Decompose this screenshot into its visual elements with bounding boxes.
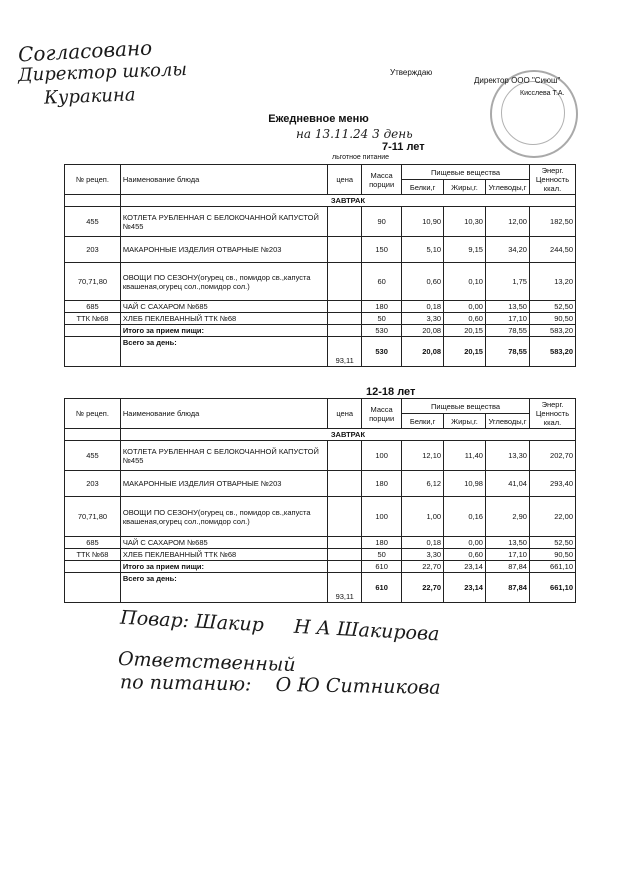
total-meal-energy: 583,20 xyxy=(529,325,575,337)
row-carbs: 13,50 xyxy=(485,301,529,313)
row-fat: 10,30 xyxy=(444,207,486,237)
col-nutrients: Пищевые вещества xyxy=(402,399,530,414)
subtitle: льготное питание xyxy=(332,154,390,161)
row-dish: ЧАЙ С САХАРОМ №685 xyxy=(120,301,327,313)
table-row xyxy=(65,301,576,313)
director-handwriting: Директор школы xyxy=(17,59,188,86)
row-dish: МАКАРОННЫЕ ИЗДЕЛИЯ ОТВАРНЫЕ №203 xyxy=(120,237,327,263)
row-recipe: 455 xyxy=(65,441,121,471)
age-group-1: 7-11 лет xyxy=(382,141,425,153)
table-row xyxy=(65,537,576,549)
total-day-carbs: 78,55 xyxy=(485,337,529,367)
col-price: цена xyxy=(328,165,362,195)
col-energy: Энерг. Ценность ккал. xyxy=(529,399,575,429)
row-carbs: 13,50 xyxy=(485,537,529,549)
row-energy: 202,70 xyxy=(529,441,575,471)
row-dish: ОВОЩИ ПО СЕЗОНУ(огурец св., помидор св.,капуста квашеная,огурец сол.,помидор сол.) xyxy=(120,497,327,537)
responsible-name: О Ю Ситникова xyxy=(275,673,441,699)
row-protein: 5,10 xyxy=(402,237,444,263)
row-fat: 0,00 xyxy=(444,301,486,313)
table-row xyxy=(65,549,576,561)
row-energy: 90,50 xyxy=(529,313,575,325)
total-day-price: 93,11 xyxy=(328,573,362,603)
row-mass: 60 xyxy=(362,263,402,301)
row-energy: 90,50 xyxy=(529,549,575,561)
total-day-fat: 23,14 xyxy=(444,573,486,603)
row-dish: МАКАРОННЫЕ ИЗДЕЛИЯ ОТВАРНЫЕ №203 xyxy=(120,471,327,497)
row-energy: 52,50 xyxy=(529,537,575,549)
menu-table-2 xyxy=(64,398,576,603)
total-day-protein: 20,08 xyxy=(402,337,444,367)
row-fat: 0,16 xyxy=(444,497,486,537)
row-protein: 0,60 xyxy=(402,263,444,301)
row-protein: 0,18 xyxy=(402,301,444,313)
row-carbs: 17,10 xyxy=(485,313,529,325)
meal-label: ЗАВТРАК xyxy=(120,429,575,441)
total-day-row xyxy=(65,337,576,367)
row-fat: 0,60 xyxy=(444,313,486,325)
row-carbs: 12,00 xyxy=(485,207,529,237)
col-mass: Масса порции xyxy=(362,165,402,195)
total-meal-protein: 20,08 xyxy=(402,325,444,337)
col-recipe: № рецеп. xyxy=(65,399,121,429)
total-meal-energy: 661,10 xyxy=(529,561,575,573)
col-fat: Жиры,г. xyxy=(444,180,486,195)
row-dish: КОТЛЕТА РУБЛЕННАЯ С БЕЛОКОЧАННОЙ КАПУСТОЙ №455 xyxy=(120,207,327,237)
row-fat: 0,60 xyxy=(444,549,486,561)
row-energy: 22,00 xyxy=(529,497,575,537)
row-mass: 150 xyxy=(362,237,402,263)
agreed-handwriting: Согласовано xyxy=(17,35,153,67)
row-energy: 293,40 xyxy=(529,471,575,497)
total-meal-mass: 530 xyxy=(362,325,402,337)
cook-line xyxy=(120,607,440,646)
total-day-fat: 20,15 xyxy=(444,337,486,367)
director-company-name: Кисслева Т.А. xyxy=(520,90,565,97)
row-carbs: 17,10 xyxy=(485,549,529,561)
col-dish: Наименование блюда xyxy=(120,399,327,429)
row-mass: 180 xyxy=(362,537,402,549)
row-mass: 100 xyxy=(362,441,402,471)
col-price: цена xyxy=(328,399,362,429)
total-meal-carbs: 78,55 xyxy=(485,325,529,337)
row-carbs: 41,04 xyxy=(485,471,529,497)
col-nutrients: Пищевые вещества xyxy=(402,165,530,180)
row-dish: ХЛЕБ ПЕКЛЕВАННЫЙ ТТК №68 xyxy=(120,313,327,325)
approved-label: Утверждаю xyxy=(390,68,433,77)
total-meal-row xyxy=(65,561,576,573)
row-energy: 52,50 xyxy=(529,301,575,313)
responsible-line xyxy=(120,671,441,699)
row-recipe: 70,71,80 xyxy=(65,263,121,301)
row-protein: 3,30 xyxy=(402,549,444,561)
col-fat: Жиры,г. xyxy=(444,414,486,429)
row-protein: 12,10 xyxy=(402,441,444,471)
col-protein: Белки,г xyxy=(402,414,444,429)
row-carbs: 13,30 xyxy=(485,441,529,471)
total-meal-mass: 610 xyxy=(362,561,402,573)
row-recipe: 203 xyxy=(65,237,121,263)
row-fat: 0,10 xyxy=(444,263,486,301)
menu-table-1 xyxy=(64,164,576,367)
page-title: Ежедневное меню xyxy=(268,113,369,125)
responsible-label: Ответственный xyxy=(117,647,296,677)
row-recipe: 455 xyxy=(65,207,121,237)
total-day-energy: 661,10 xyxy=(529,573,575,603)
row-mass: 50 xyxy=(362,549,402,561)
total-day-mass: 610 xyxy=(362,573,402,603)
row-energy: 244,50 xyxy=(529,237,575,263)
total-meal-label: Итого за прием пищи: xyxy=(120,325,327,337)
director-company: Директор ООО "Сиюш" xyxy=(474,76,561,85)
total-meal-carbs: 87,84 xyxy=(485,561,529,573)
row-recipe: 203 xyxy=(65,471,121,497)
row-mass: 90 xyxy=(362,207,402,237)
row-recipe: 70,71,80 xyxy=(65,497,121,537)
col-carbs: Углеводы,г xyxy=(485,180,529,195)
total-day-price: 93,11 xyxy=(328,337,362,367)
total-day-energy: 583,20 xyxy=(529,337,575,367)
row-protein: 10,90 xyxy=(402,207,444,237)
total-meal-row xyxy=(65,325,576,337)
table-row xyxy=(65,237,576,263)
row-carbs: 34,20 xyxy=(485,237,529,263)
col-dish: Наименование блюда xyxy=(120,165,327,195)
row-dish: ХЛЕБ ПЕКЛЕВАННЫЙ ТТК №68 xyxy=(120,549,327,561)
row-dish: КОТЛЕТА РУБЛЕННАЯ С БЕЛОКОЧАННОЙ КАПУСТОЙ №455 xyxy=(120,441,327,471)
row-carbs: 1,75 xyxy=(485,263,529,301)
responsible-label-2: по питанию: xyxy=(119,671,252,696)
age-group-2: 12-18 лет xyxy=(366,386,416,398)
cook-label: Повар: Шакир xyxy=(119,606,265,637)
date-line: на 13.11.24 3 день xyxy=(296,127,413,141)
row-energy: 13,20 xyxy=(529,263,575,301)
total-meal-fat: 20,15 xyxy=(444,325,486,337)
total-day-label: Всего за день: xyxy=(120,573,327,603)
row-mass: 50 xyxy=(362,313,402,325)
row-dish: ЧАЙ С САХАРОМ №685 xyxy=(120,537,327,549)
cook-name: Н А Шакирова xyxy=(293,615,440,646)
table-row xyxy=(65,263,576,301)
row-mass: 100 xyxy=(362,497,402,537)
total-day-protein: 22,70 xyxy=(402,573,444,603)
row-recipe: 685 xyxy=(65,537,121,549)
row-fat: 10,98 xyxy=(444,471,486,497)
row-mass: 180 xyxy=(362,471,402,497)
col-energy: Энерг. Ценность ккал. xyxy=(529,165,575,195)
row-fat: 0,00 xyxy=(444,537,486,549)
total-day-mass: 530 xyxy=(362,337,402,367)
total-meal-fat: 23,14 xyxy=(444,561,486,573)
total-day-label: Всего за день: xyxy=(120,337,327,367)
col-recipe: № рецеп. xyxy=(65,165,121,195)
col-protein: Белки,г xyxy=(402,180,444,195)
row-protein: 0,18 xyxy=(402,537,444,549)
total-day-row xyxy=(65,573,576,603)
row-carbs: 2,90 xyxy=(485,497,529,537)
row-protein: 6,12 xyxy=(402,471,444,497)
meal-label: ЗАВТРАК xyxy=(120,195,575,207)
row-dish: ОВОЩИ ПО СЕЗОНУ(огурец св., помидор св.,капуста квашеная,огурец сол.,помидор сол.) xyxy=(120,263,327,301)
row-recipe: ТТК №68 xyxy=(65,313,121,325)
table-row xyxy=(65,313,576,325)
row-recipe: ТТК №68 xyxy=(65,549,121,561)
row-recipe: 685 xyxy=(65,301,121,313)
col-mass: Масса порции xyxy=(362,399,402,429)
total-meal-protein: 22,70 xyxy=(402,561,444,573)
total-day-carbs: 87,84 xyxy=(485,573,529,603)
row-mass: 180 xyxy=(362,301,402,313)
total-meal-label: Итого за прием пищи: xyxy=(120,561,327,573)
row-fat: 11,40 xyxy=(444,441,486,471)
table-row xyxy=(65,441,576,471)
signature-handwriting: Куракина xyxy=(43,84,136,109)
table-row xyxy=(65,207,576,237)
row-protein: 1,00 xyxy=(402,497,444,537)
row-fat: 9,15 xyxy=(444,237,486,263)
table-row xyxy=(65,471,576,497)
col-carbs: Углеводы,г xyxy=(485,414,529,429)
row-energy: 182,50 xyxy=(529,207,575,237)
table-row xyxy=(65,497,576,537)
row-protein: 3,30 xyxy=(402,313,444,325)
